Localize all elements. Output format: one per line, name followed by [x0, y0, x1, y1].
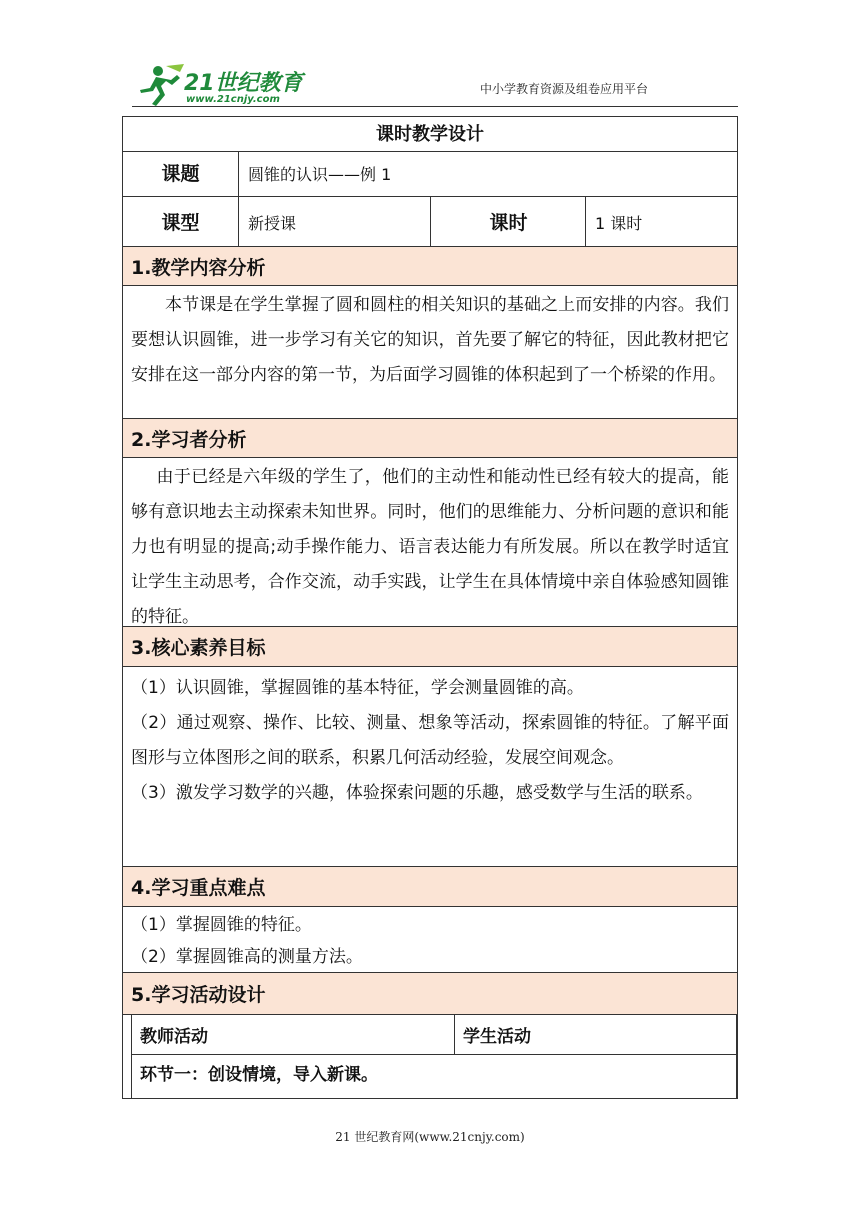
page-footer: 21 世纪教育网(www.21cnjy.com) — [335, 1130, 525, 1144]
logo-text: 21世纪教育 — [184, 71, 303, 96]
header-tagline: 中小学教育资源及组卷应用平台 — [479, 82, 648, 96]
activity-header-row — [131, 1015, 737, 1055]
topic-row — [123, 152, 737, 197]
learner-analysis-text — [123, 458, 737, 627]
period-label: 课时 — [489, 212, 528, 234]
paragraph: 本节课是在学生掌握了圆和圆柱的相关知识的基础之上而安排的内容。我们要想认识圆锥，进一步学习有关它的知识，首先要了解它的特征，因此教材把它安排在这一部分内容的第一节，为后面学习圆锥的体积起到了一个桥梁的作用。 — [131, 295, 729, 385]
type-value: 新授课 — [248, 214, 297, 233]
teacher-activity-header: 教师活动 — [140, 1027, 208, 1047]
list-item: （2）通过观察、操作、比较、测量、想象等活动，探索圆锥的特征。了解平面图形与立体图形之间的联系，积累几何活动经验，发展空间观念。 — [131, 713, 729, 768]
section-heading-key-points: 4.学习重点难点 — [123, 867, 737, 907]
list-item: （1）认识圆锥，掌握圆锥的基本特征，学会测量圆锥的高。 — [131, 678, 584, 698]
runner-logo-icon — [136, 64, 186, 108]
list-item: （3）激发学习数学的兴趣，体验探索问题的乐趣，感受数学与生活的联系。 — [131, 783, 703, 803]
key-points-list — [123, 907, 737, 973]
lesson-type-row — [123, 197, 737, 247]
lesson-design-table — [122, 116, 738, 1099]
paragraph: 由于已经是六年级的学生了，他们的主动性和能动性已经有较大的提高，能够有意识地去主动探索未知世界。同时，他们的思维能力、分析问题的意识和能力也有明显的提高;动手操作能力、语言表达能力有所发展。所以在教学时适宜让学生主动思考，合作交流，动手实践，让学生在具体情境中亲自体验感知圆锥的特征。 — [131, 467, 729, 627]
site-logo[interactable] — [136, 64, 311, 108]
activity-table — [123, 1015, 737, 1098]
topic-label: 课题 — [161, 163, 200, 185]
section-heading-learner-analysis: 2.学习者分析 — [123, 419, 737, 458]
section-heading-content-analysis: 1.教学内容分析 — [123, 247, 737, 286]
list-item: （1）掌握圆锥的特征。 — [131, 915, 312, 935]
section-heading-core-goals: 3.核心素养目标 — [123, 627, 737, 667]
content-analysis-text — [123, 286, 737, 419]
student-activity-header: 学生活动 — [463, 1027, 531, 1047]
logo-url: www.21cnjy.com — [186, 94, 280, 105]
period-value: 1 课时 — [595, 214, 643, 233]
topic-value: 圆锥的认识——例 1 — [248, 165, 392, 184]
header-divider — [132, 106, 738, 107]
list-item: （2）掌握圆锥高的测量方法。 — [131, 947, 363, 967]
core-goals-list — [123, 667, 737, 867]
activity-step-1: 环节一：创设情境，导入新课。 — [131, 1055, 737, 1098]
type-label: 课型 — [161, 212, 200, 234]
document-title: 课时教学设计 — [123, 117, 737, 152]
section-heading-activity-design: 5.学习活动设计 — [123, 973, 737, 1015]
